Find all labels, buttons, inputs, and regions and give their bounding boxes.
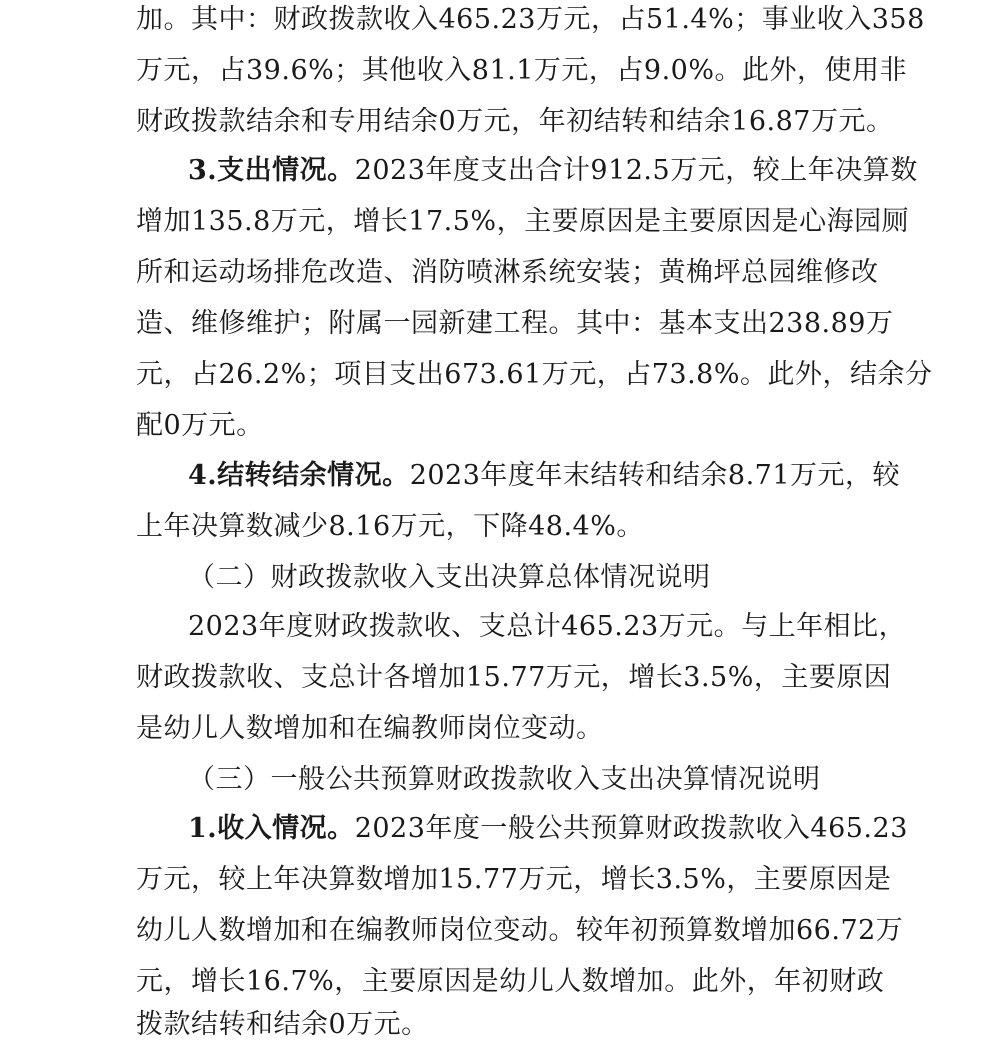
body-text-segment: 2023年度一般公共预算财政拨款收入465.23 xyxy=(354,813,908,844)
body-text-line: 财政拨款收、支总计各增加15.77万元，增长3.5%，主要原因 xyxy=(136,662,892,693)
section-heading-3: （三）一般公共预算财政拨款收入支出决算情况说明 xyxy=(188,764,821,795)
body-text-line: 元，增长16.7%，主要原因是幼儿人数增加。此外，年初财政 xyxy=(136,966,885,997)
paragraph-first-line xyxy=(188,459,901,493)
section-lead-income: 1.收入情况。 xyxy=(188,813,355,844)
body-text-line: 万元，占39.6%；其他收入81.1万元，占9.0%。此外，使用非 xyxy=(136,55,907,86)
body-text-line: 所和运动场排危改造、消防喷淋系统安装；黄桷坪总园维修改 xyxy=(136,257,879,288)
body-text-line: 增加135.8万元，增长17.5%，主要原因是主要原因是心海园厕 xyxy=(136,206,910,237)
section-lead-balance: 4.结转结余情况。 xyxy=(188,460,410,491)
body-text-line: 配0万元。 xyxy=(136,410,264,441)
body-text-line: 加。其中：财政拨款收入465.23万元，占51.4%；事业收入358 xyxy=(136,4,925,35)
body-text-segment: 2023年度支出合计912.5万元，较上年决算数 xyxy=(354,155,918,186)
paragraph-first-line xyxy=(188,812,908,846)
body-text-line: 造、维修维护；附属一园新建工程。其中：基本支出238.89万 xyxy=(136,308,894,339)
body-text-line: 财政拨款结余和专用结余0万元，年初结转和结余16.87万元。 xyxy=(136,106,894,137)
section-lead-expenditure: 3.支出情况。 xyxy=(188,155,355,186)
section-heading-2: （二）财政拨款收入支出决算总体情况说明 xyxy=(188,562,711,593)
body-text-line: 拨款结转和结余0万元。 xyxy=(136,1009,429,1040)
paragraph-first-line xyxy=(188,154,918,188)
body-text-line: 万元，较上年决算数增加15.77万元，增长3.5%，主要原因是 xyxy=(136,864,892,895)
body-text-line: 上年决算数减少8.16万元，下降48.4%。 xyxy=(136,511,644,542)
body-text-line: 元，占26.2%；项目支出673.61万元，占73.8%。此外，结余分 xyxy=(136,359,933,390)
body-text-line: 幼儿人数增加和在编教师岗位变动。较年初预算数增加66.72万 xyxy=(136,915,904,946)
body-text-line: 2023年度财政拨款收、支总计465.23万元。与上年相比， xyxy=(188,611,907,642)
body-text-segment: 2023年度年末结转和结余8.71万元，较 xyxy=(409,460,901,491)
body-text-line: 是幼儿人数增加和在编教师岗位变动。 xyxy=(136,713,604,744)
